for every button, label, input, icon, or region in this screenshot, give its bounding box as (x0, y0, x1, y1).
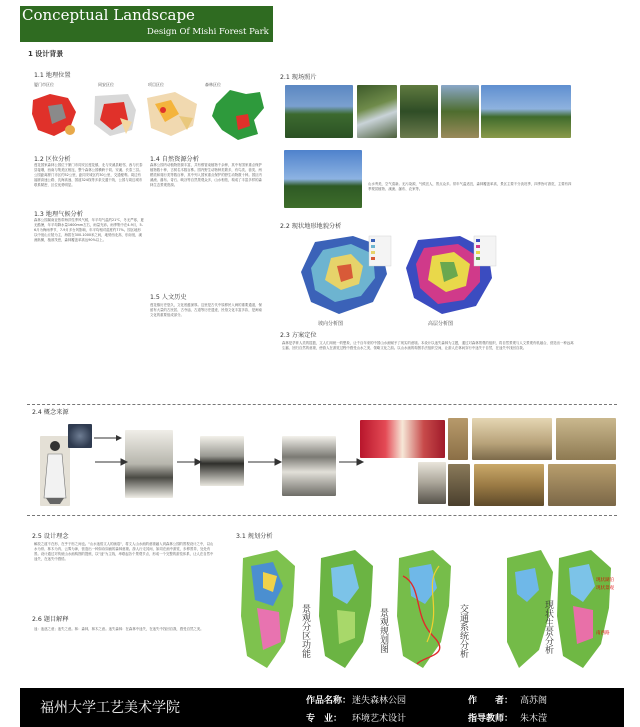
plan-label-planning: 景观规划图 (378, 608, 388, 653)
s15-text: 莲花镇历史悠久，文化底蕴深厚。这里是古代中原移民入闽的重要通道，保留有大量的古民居、古寺庙、古道等历史遗迹，民俗文化丰富多彩，是闽南文化的重要组成部分。 (150, 303, 262, 317)
section1-title: 1 设计背景 (28, 50, 64, 58)
s13-title: 1.3 地理气候分析 (34, 211, 83, 218)
plan-map-2 (315, 546, 377, 674)
s15-title: 1.5 人文历史 (150, 294, 187, 301)
map-caption-3: 项目区位 (148, 82, 164, 87)
s12-text: 莲花国家森林公园位于厦门市同安区莲花镇，北与安溪县毗邻，西与长泰县接壤，西南与集美区相连，整个森林公园横跨于同、安溪、长泰三县。公园距离厦门市区约52公里，距同安城区约30公里，交通便利。周边有福厦高速公路、沈海高速、国道324线等多条交通干线，公园与周边城市联系紧密，区位优势明显。 (34, 163, 143, 187)
slope-analysis-map (295, 232, 395, 318)
annot-lake: 现状湖泊 (596, 578, 614, 583)
plan-map-1 (237, 546, 299, 674)
annot-landscape: 现状景观 (596, 586, 614, 591)
footer-author: 高苏阁 (520, 696, 548, 706)
arrow-vessel (92, 428, 122, 448)
map-tongan (90, 90, 140, 140)
plan-label-traffic: 交通系统分析 (458, 604, 468, 658)
s14-title: 1.4 自然资源分析 (150, 156, 199, 163)
map-caption-1: 厦门市区位 (34, 82, 54, 87)
s22-title: 2.2 现状地形地貌分析 (280, 223, 342, 230)
s25-text: 解放之道不在形，在乎于形之间也。"山水迷悟文人的画卷"，将文人山水画的意境融入到森林公园的景观设计之中，以山水为骨、林木为肉、云雾为神，营造出一种如诗如画的森林意境。游人行走其间，如同在画中游览，步移景异，处处有景。设计通过对传统山水画构图的提炼，以"迷"为主线，串联起各个景观节点，形成一个完整的游览体系，让人在自然中迷失，在迷失中感悟。 (34, 542, 214, 561)
plan-label-zoning: 景观分区功能 (300, 604, 310, 658)
concept-img-vessel (68, 424, 92, 448)
header-title: Conceptual Landscape (22, 6, 195, 24)
elevation-analysis-map (400, 232, 500, 318)
s13-text: 森林公园属南亚热带海洋性季风气候，年平均气温约21℃，冬无严寒，夏无酷暑，年平均降水量1600mm左右，雨量充沛。雨季集中在4-9月，5-6月为梅雨季节，7-9月多台风影响，年平均相对湿度约77%。园区地形以中低山丘陵为主，海拔在300-1000米之间，地势西北高、东南低，溪流纵横，植被茂密，森林覆盖率高达90%以上。 (34, 218, 144, 242)
plan-map-3 (393, 546, 455, 674)
site-photo-6 (284, 150, 362, 208)
plan-label-status: 现状生景分析 (543, 600, 553, 654)
s31-title: 3.1 规划分析 (236, 533, 273, 540)
footer-work-name-label: 作品名称： (306, 696, 352, 706)
footer-work-name: 迷失森林公园 (352, 696, 407, 706)
concept-arrows (75, 452, 415, 472)
slope-caption: 坡向分析图 (318, 321, 344, 327)
s11-title: 1.1 地理位置 (34, 72, 71, 79)
s23-text: 森林是孕育人类的摇篮，文人们用统一的想象，让千百年来的中国山水画赋予了现实的意境。本设计以迷失森林为主题，通过对森林景观的组织，将自然景观与人文景观有机融合，营造出一种远离尘嚣、回归自然的意境，使游人在游览过程中感受山水之美、领略文化之韵。以山水画的构图手法组织空间，让游人在林间穿行中迷失于自然，在迷失中找回自我。 (282, 341, 574, 350)
header-subtitle: Design Of Mishi Forest Park (147, 27, 269, 37)
footer-teacher-label: 指导教师： (468, 714, 514, 724)
concept-img-landscape-6 (474, 464, 544, 506)
footer-major: 环境艺术设计 (352, 714, 407, 724)
map-forest (208, 86, 268, 142)
s23-title: 2.3 方案定位 (280, 332, 317, 339)
s25-title: 2.5 设计理念 (32, 533, 69, 540)
concept-img-landscape-1 (418, 462, 446, 504)
concept-img-landscape-2 (448, 418, 468, 460)
map-project (145, 90, 200, 140)
concept-img-landscape-5 (448, 464, 470, 506)
footer-teacher: 朱木滢 (520, 714, 548, 724)
map-caption-4: 森林区位 (205, 82, 221, 87)
site-photo-5 (481, 85, 571, 138)
s21-title: 2.1 现场照片 (280, 74, 317, 81)
concept-img-landscape-4 (556, 418, 616, 460)
s24-title: 2.4 概念来源 (32, 409, 69, 416)
s14-text: 森林公园内动植物资源丰富，共有维管束植物千余种，其中有国家重点保护植物数十种，古树名木数百株。园内野生动物种类繁多，有鸟类、兽类、两栖类和爬行类等数百种，其中列入国家重点保护的野生动物数十种。园区内溪流、瀑布、奇石、峡谷等自然景观众多，山水相依，构成了丰富多样的森林生态景观资源。 (150, 163, 262, 187)
location-maps (30, 82, 270, 142)
site-photo-4 (441, 85, 479, 138)
annot-road: 南西路 (596, 631, 610, 636)
footer-major-label: 专 业： (306, 714, 343, 724)
s12-title: 1.2 区位分析 (34, 156, 71, 163)
s26-text: 迷：迷惑之意；迷失之意。林：森林，林木之意。迷失森林：在森林中迷失，在迷失中找回自我，感受自然之美。 (34, 627, 204, 631)
map-caption-2: 同安区位 (98, 82, 114, 87)
plan-map-4 (555, 546, 617, 674)
elevation-caption: 高层分析图 (428, 321, 454, 327)
footer-school: 福州大学工艺美术学院 (40, 700, 180, 716)
footer-author-label: 作 者： (468, 696, 514, 706)
map-xiamen (30, 90, 80, 140)
s21-text: 山水秀美，空气清新。无污染源，气候宜人，景点众多。常年气温适宜，森林覆盖率高，景区主要不分淡旺季，四季皆可游览，主要有四季观赏植物、溪流、瀑布、农家等。 (368, 182, 572, 191)
site-photo-3 (400, 85, 438, 138)
scholar-figure (40, 436, 70, 506)
concept-img-landscape-7 (548, 464, 616, 506)
site-photo-1 (285, 85, 353, 138)
s26-title: 2.6 题目解释 (32, 616, 69, 623)
site-photo-2 (357, 85, 397, 138)
concept-img-landscape-3 (472, 418, 552, 460)
